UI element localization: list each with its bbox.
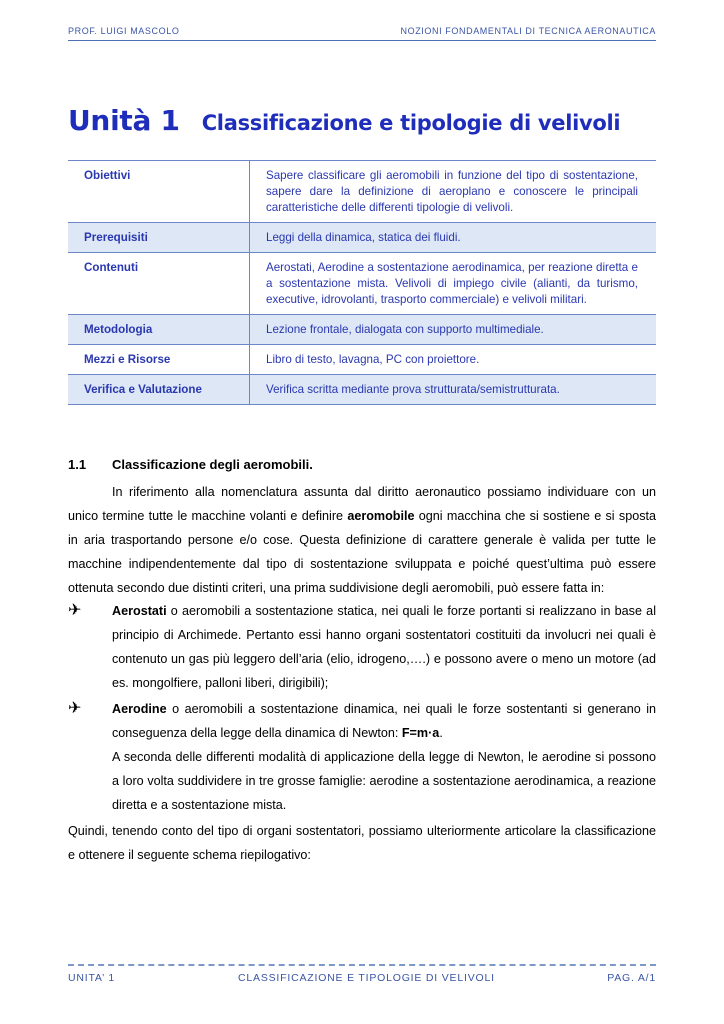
- row-value: Lezione frontale, dialogata con supporto multimediale.: [250, 315, 657, 345]
- row-value: Verifica scritta mediante prova strutturata/semistrutturata.: [250, 375, 657, 405]
- table-row: [68, 161, 656, 223]
- newton-formula: F=m·a: [401, 726, 440, 740]
- paragraph-conclusion: Quindi, tenendo conto del tipo di organi sostentatori, possiamo ulteriormente articolare la classificazione e ottenere il seguente schema riepilogativo:: [68, 824, 656, 862]
- airplane-icon: ✈: [68, 602, 82, 619]
- airplane-icon: ✈: [68, 700, 82, 717]
- term-aeromobile: aeromobile: [347, 509, 415, 523]
- row-key: Contenuti: [68, 253, 250, 315]
- row-key: Metodologia: [68, 315, 250, 345]
- row-value: Sapere classificare gli aeromobili in funzione del tipo di sostentazione, sapere dare la definizione di aeroplano e conoscere le principali caratteristiche delle differenti tipologie di velivoli.: [250, 161, 657, 223]
- footer-page: PAG. A/1: [607, 972, 656, 984]
- term-aerodine: Aerodine: [112, 702, 167, 716]
- footer-unit: UNITA’ 1: [68, 972, 116, 984]
- row-value: Leggi della dinamica, statica dei fluidi.: [250, 223, 657, 253]
- term-aerostati: Aerostati: [112, 604, 167, 618]
- bullet-text: o aeromobili a sostentazione statica, nei quali le forze portanti si realizzano in base al principio di Archimede. Pertanto essi hanno organi sostentatori costituiti da involucri nei quali è contenuto un gas più leggero dell’aria (elio, idrogeno,….) e possono avere o meno un motore (ad es. mongolfiere, palloni liberi, dirigibili);: [112, 604, 656, 690]
- section-heading: [68, 457, 313, 472]
- bullet-text-cont: A seconda delle differenti modalità di applicazione della legge di Newton, le aerodine si possono a loro volta suddividere in tre grosse famiglie: aerodine a sostentazione aerodinamica, a reazione diretta e a sostentazione mista.: [112, 750, 656, 812]
- row-key: Prerequisiti: [68, 223, 250, 253]
- unit-title: [68, 104, 620, 137]
- page-footer: [68, 964, 656, 990]
- bullet-text-end: .: [439, 726, 443, 740]
- paragraph-text: ogni macchina che si sostiene e si sposta in aria trasportando persone e/o cose. Questa definizione di carattere generale è valida per tutte le macchine indipendentemente dal tipo di sostentazione sviluppata e poiché quest’ultima può essere ottenuta secondo due distinti criteri, una prima suddivisione degli aeromobili, può essere fatta in:: [68, 509, 656, 595]
- section-number: 1.1: [68, 457, 87, 472]
- unit-number: Unità 1: [68, 104, 180, 137]
- table-row: [68, 223, 656, 253]
- paragraph-intro: [68, 480, 656, 600]
- table-row: [68, 375, 656, 405]
- objectives-table: [68, 160, 656, 405]
- row-value: Aerostati, Aerodine a sostentazione aerodinamica, per reazione diretta e a sostentazione mista. Velivoli di impiego civile (alianti, da turismo, executive, idrovolanti, trasporto commerciale) e velivoli militari.: [250, 253, 657, 315]
- header-book-title: NOZIONI FONDAMENTALI DI TECNICA AERONAUTICA: [400, 26, 656, 36]
- bullet-aerodine: [68, 697, 656, 817]
- header-author: PROF. LUIGI MASCOLO: [68, 26, 180, 36]
- bullet-text: o aeromobili a sostentazione dinamica, nei quali le forze sostentanti si generano in conseguenza della legge della dinamica di Newton:: [112, 702, 656, 740]
- table-row: [68, 345, 656, 375]
- row-key: Obiettivi: [68, 161, 250, 223]
- row-key: Verifica e Valutazione: [68, 375, 250, 405]
- footer-title: CLASSIFICAZIONE E TIPOLOGIE DI VELIVOLI: [238, 972, 495, 984]
- page-header: [68, 26, 656, 41]
- table-row: [68, 253, 656, 315]
- table-row: [68, 315, 656, 345]
- bullet-aerostati: [68, 599, 656, 695]
- unit-title-text: Classificazione e tipologie di velivoli: [201, 111, 621, 135]
- row-value: Libro di testo, lavagna, PC con proiettore.: [250, 345, 657, 375]
- row-key: Mezzi e Risorse: [68, 345, 250, 375]
- paragraph-text: In riferimento alla nomenclatura assunta dal diritto aeronautico possiamo individuare con un unico termine tutte le macchine volanti e definire: [68, 485, 656, 523]
- section-title: Classificazione degli aeromobili.: [112, 457, 313, 472]
